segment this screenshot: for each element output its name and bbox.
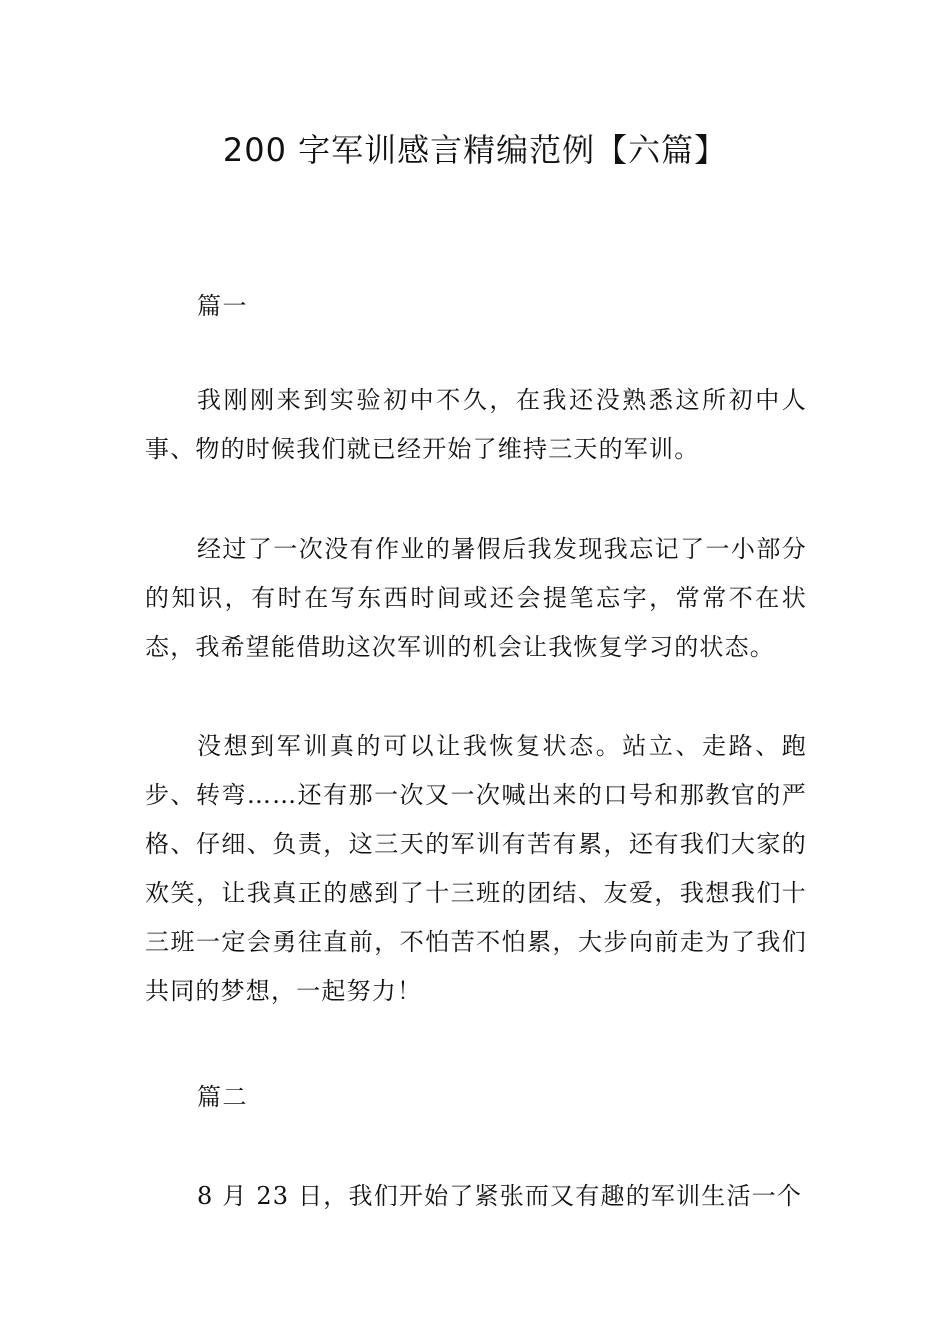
- section-heading-1: 篇一: [197, 292, 248, 320]
- paragraph-1-1: 我刚刚来到实验初中不久，在我还没熟悉这所初中人事、物的时候我们就已经开始了维持三天的军训。: [145, 386, 807, 463]
- document-title: 200 字军训感言精编范例【六篇】: [222, 131, 728, 169]
- paragraph-1-3: 没想到军训真的可以让我恢复状态。站立、走路、跑步、转弯……还有那一次又一次喊出来的口号和那教官的严格、仔细、负责，这三天的军训有苦有累，还有我们大家的欢笑，让我真正的感到了十三班的团结、友爱，我想我们十三班一定会勇往直前，不怕苦不怕累，大步向前走为了我们共同的梦想，一起努力！: [145, 732, 807, 1005]
- section-heading-2: 篇二: [197, 1083, 248, 1111]
- paragraph-2-1: 8 月 23 日，我们开始了紧张而又有趣的军训生活一个: [197, 1182, 803, 1210]
- paragraph-1-2: 经过了一次没有作业的暑假后我发现我忘记了一小部分的知识，有时在写东西时间或还会提笔忘字，常常不在状态，我希望能借助这次军训的机会让我恢复学习的状态。: [145, 535, 807, 661]
